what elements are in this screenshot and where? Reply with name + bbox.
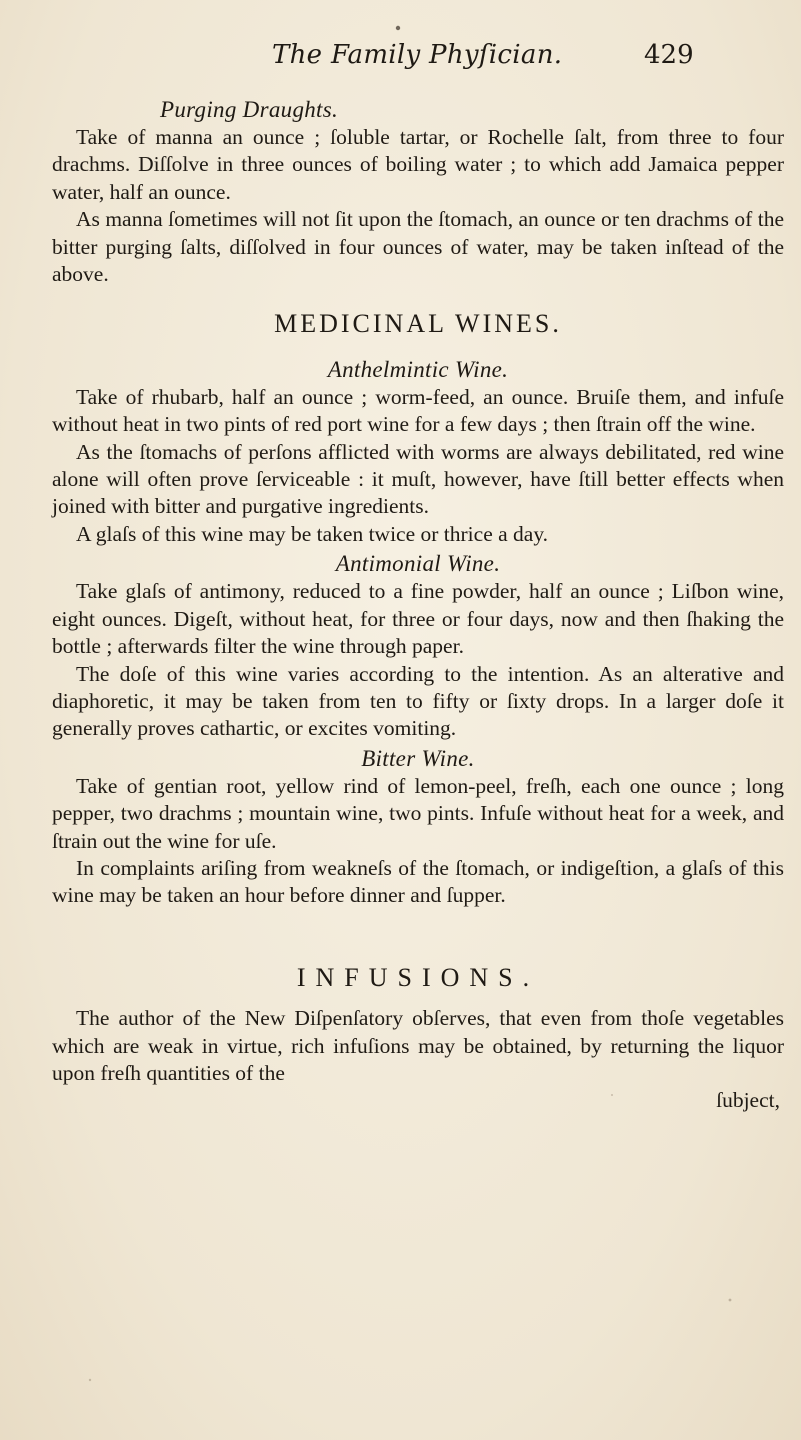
catchword: ſubject, [716,1088,780,1113]
paragraph: A glaſs of this wine may be taken twice or thrice a day. [76,521,549,546]
paragraph: As manna ſometimes will not ſit upon the ſtomach, an ounce or ten drachms of the bitter purging ſalts, diſſolved in four ounces of water, may be taken inſtead of the above. [52,207,784,287]
paragraph: Take of manna an ounce ; ſoluble tartar, or Rochelle ſalt, from three to four drachms. Diſſolve in three ounces of boiling water ; to which add Jamaica pepper water, half an ounce. [52,125,784,204]
paragraph: The author of the New Diſpenſatory obſerves, that even from thoſe vegetables which are weak in virtue, rich infuſions may be obtained, by returning the liquor upon freſh quantities of the [52,1006,784,1085]
heading-infusions: INFUSIONS. [296,962,540,992]
paragraph: Take of gentian root, yellow rind of lemon-peel, freſh, each one ounce ; long pepper, two drachms ; mountain wine, two pints. Infuſe without heat for a week, and ſtrain out the wine for uſe. [52,773,784,853]
paragraph: Take glaſs of antimony, reduced to a fine powder, half an ounce ; Liſbon wine, eight ounces. Digeſt, without heat, for three or four days, now and then ſhaking the bottle ; afterwards filter the wine through paper. [52,579,784,659]
paragraph: Take of rhubarb, half an ounce ; worm-feed, an ounce. Bruiſe them, and infuſe without heat in two pints of red port wine for a few days ; then ſtrain off the wine. [52,384,784,437]
section-title-anthelmintic-wine: Anthelmintic Wine. [327,356,509,382]
section-title-antimonial-wine: Antimonial Wine. [335,551,501,577]
section-title-bitter-wine: Bitter Wine. [361,745,475,771]
heading-medicinal-wines: MEDICINAL WINES. [274,309,562,339]
page-body [52,96,784,1115]
paragraph: The doſe of this wine varies according to the intention. As an alterative and diaphoretic, it may be taken from ten to fifty or ſixty drops. In a larger doſe it generally proves cathartic, or excites vomiting. [52,661,784,741]
paragraph: In complaints ariſing from weakneſs of the ſtomach, or indigeſtion, a glaſs of this wine may be taken an hour before dinner and ſupper. [52,855,784,908]
page-number: 429 [644,40,694,70]
running-header [0,40,801,80]
section-title-purging-draughts: Purging Draughts. [160,97,339,122]
running-title: The Family Phyſician. [272,40,563,70]
paragraph: As the ſtomachs of perſons afflicted with worms are always debilitated, red wine alone will often prove ſerviceable : it muſt, however, have ſtill better effects when joined with bitter and purgative ingredients. [52,439,784,519]
